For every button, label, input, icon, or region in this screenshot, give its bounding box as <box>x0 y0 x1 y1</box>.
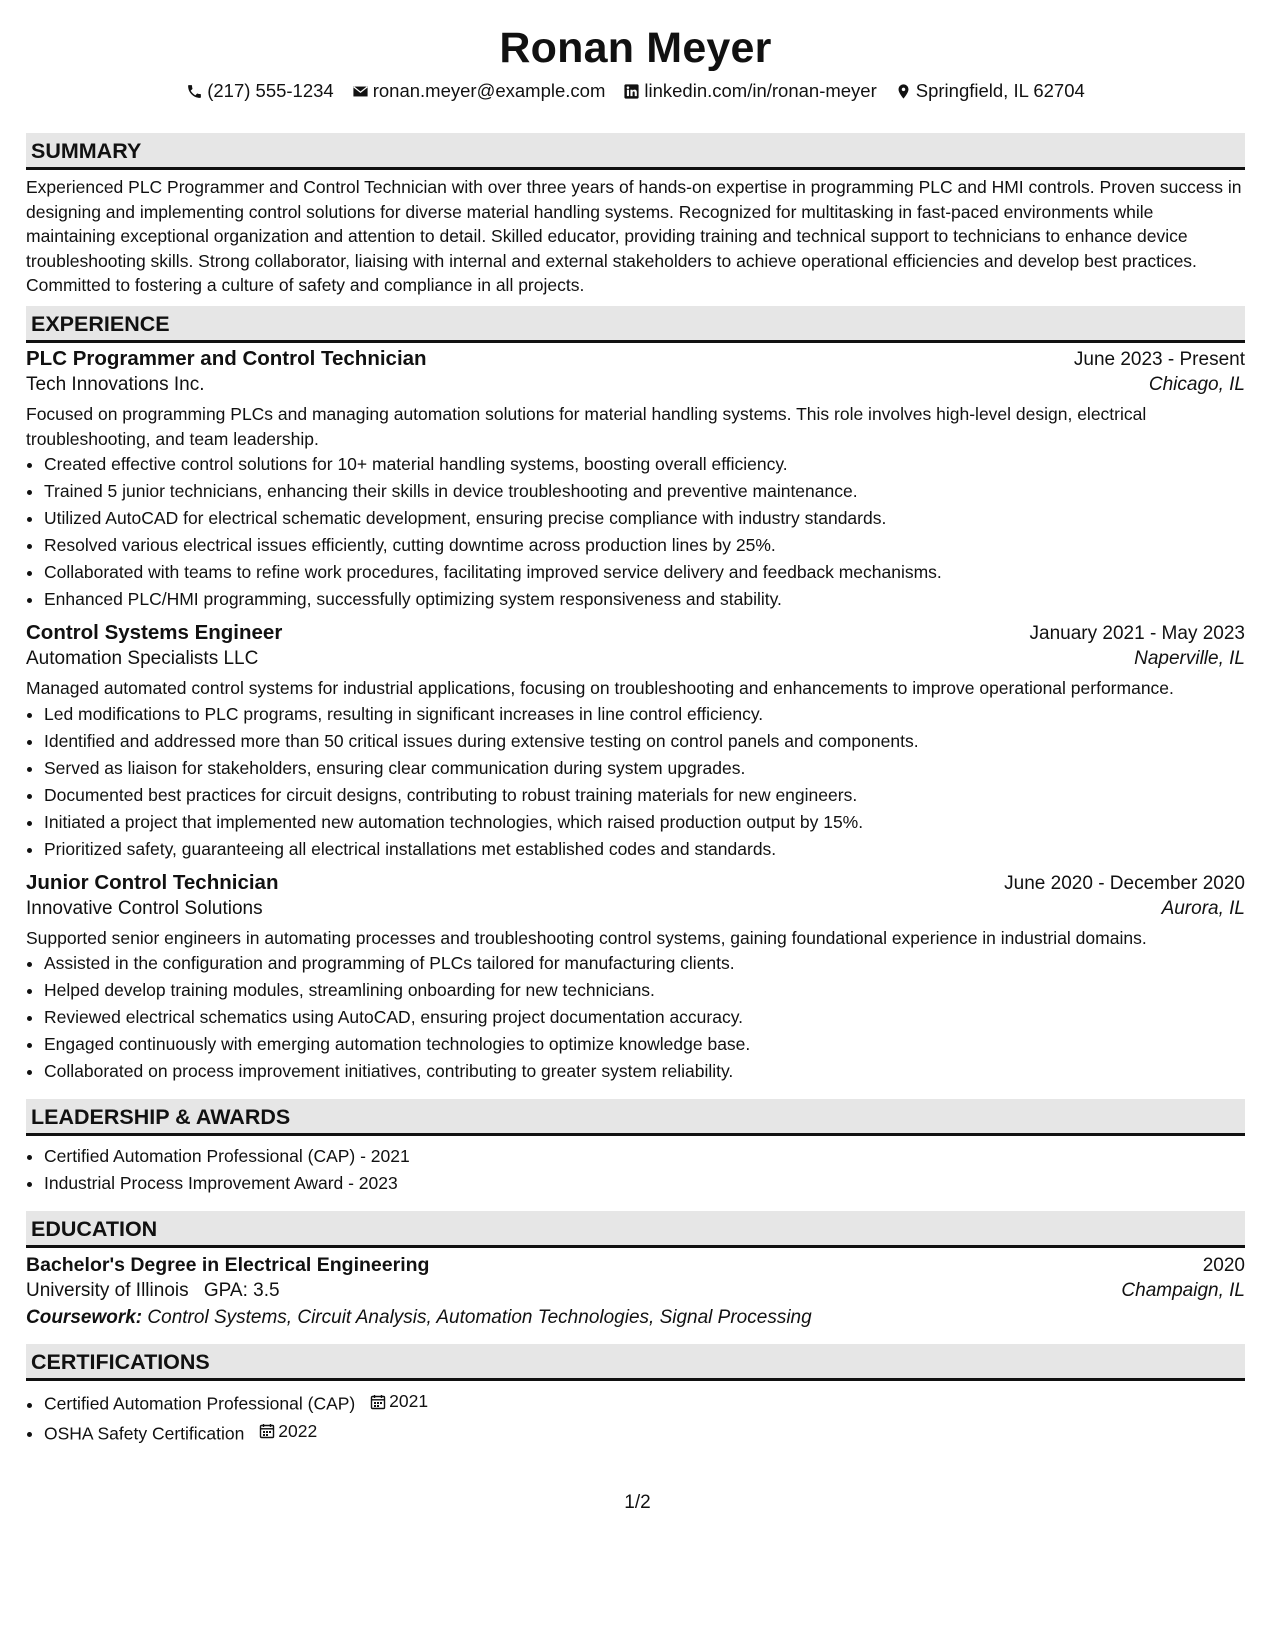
certification-date <box>370 1388 428 1415</box>
leadership-item: • Certified Automation Professional (CAP) - 2021 <box>44 1143 1245 1170</box>
job-company: Innovative Control Solutions <box>26 897 263 919</box>
contact-location <box>895 80 1085 102</box>
job-entry <box>26 871 1245 1086</box>
job-bullet: • Trained 5 junior technicians, enhancing their skills in device troubleshooting and preventive maintenance. <box>44 478 1245 505</box>
certification-name: OSHA Safety Certification <box>44 1423 245 1444</box>
summary-heading: SUMMARY <box>26 133 1245 170</box>
certifications-list <box>26 1388 1245 1447</box>
map-pin-icon <box>895 83 912 100</box>
calendar-icon <box>370 1394 386 1410</box>
job-bullet: • Engaged continuously with emerging automation technologies to optimize knowledge base. <box>44 1031 1245 1058</box>
job-bullet: • Helped develop training modules, streamlining onboarding for new technicians. <box>44 977 1245 1004</box>
job-description: Focused on programming PLCs and managing automation solutions for material handling systems. This role involves high-level design, electrical troubleshooting, and team leadership. <box>26 403 1147 449</box>
job-dates: June 2023 - Present <box>1073 348 1245 370</box>
experience-heading: EXPERIENCE <box>26 306 1245 343</box>
certifications-heading: CERTIFICATIONS <box>26 1344 1245 1381</box>
certification-name: Certified Automation Professional (CAP) <box>44 1393 356 1414</box>
job-title-row <box>26 621 1245 645</box>
contact-email[interactable] <box>352 80 606 102</box>
coursework-line <box>26 1307 1245 1329</box>
school-location: Champaign, IL <box>1121 1280 1245 1302</box>
certification-year: 2021 <box>389 1391 429 1412</box>
job-bullet: • Collaborated on process improvement initiatives, contributing to greater system reliability. <box>44 1058 1245 1085</box>
job-title: PLC Programmer and Control Technician <box>26 346 427 370</box>
coursework-label: Coursework: <box>26 1307 143 1329</box>
job-entry <box>26 347 1245 613</box>
contact-bar <box>26 78 1245 104</box>
school-info <box>26 1280 280 1302</box>
certification-date <box>259 1418 317 1445</box>
job-bullets <box>26 451 1245 613</box>
job-company-row <box>26 648 1245 670</box>
certification-item <box>44 1388 1245 1418</box>
school-row <box>26 1280 1245 1302</box>
degree-title: Bachelor's Degree in Electrical Engineering <box>26 1254 430 1277</box>
job-bullet: • Initiated a project that implemented new automation technologies, which raised production output by 15%. <box>44 809 1245 836</box>
graduation-year: 2020 <box>1202 1255 1245 1277</box>
job-description: Supported senior engineers in automating processes and troubleshooting control systems, gaining foundational experience in industrial domains. <box>26 927 1147 948</box>
contact-phone <box>186 80 334 102</box>
job-bullet: • Utilized AutoCAD for electrical schematic development, ensuring precise compliance with industry standards. <box>44 505 1245 532</box>
calendar-icon <box>259 1423 275 1439</box>
job-bullet: • Collaborated with teams to refine work procedures, facilitating improved service delivery and feedback mechanisms. <box>44 559 1245 586</box>
job-bullet: • Resolved various electrical issues efficiently, cutting downtime across production lines by 25%. <box>44 532 1245 559</box>
school-name: University of Illinois <box>26 1280 189 1302</box>
coursework-list: Control Systems, Circuit Analysis, Automation Technologies, Signal Processing <box>147 1307 812 1329</box>
job-bullet: • Led modifications to PLC programs, resulting in significant increases in line control efficiency. <box>44 701 1245 728</box>
job-entry <box>26 621 1245 863</box>
job-dates: January 2021 - May 2023 <box>1029 623 1245 645</box>
job-bullet: • Reviewed electrical schematics using AutoCAD, ensuring project documentation accuracy. <box>44 1004 1245 1031</box>
job-bullets <box>26 701 1245 863</box>
gpa: GPA: 3.5 <box>203 1280 280 1302</box>
job-title-row <box>26 871 1245 895</box>
education-entry <box>26 1254 1245 1329</box>
email-link[interactable]: ronan.meyer@example.com <box>372 80 606 101</box>
job-company: Tech Innovations Inc. <box>26 373 205 395</box>
education-heading: EDUCATION <box>26 1211 1245 1248</box>
job-bullet: • Enhanced PLC/HMI programming, successfully optimizing system responsiveness and stability. <box>44 586 1245 613</box>
degree-row <box>26 1254 1245 1277</box>
leadership-heading: LEADERSHIP & AWARDS <box>26 1099 1245 1136</box>
summary-text: Experienced PLC Programmer and Control Technician with over three years of hands-on expertise in programming PLC and HMI controls. Proven success in designing and implementing control solutions for diverse material handling systems. Recognized for multitasking in fast-paced environments while maintaining exceptional organization and attention to detail. Skilled educator, providing training and technical support to technicians to enhance device troubleshooting skills. Strong collaborator, liaising with internal and external stakeholders to achieve operational efficiencies and develop best practices. Committed to fostering a culture of safety and compliance in all projects. <box>26 177 1242 296</box>
job-bullet: • Assisted in the configuration and programming of PLCs tailored for manufacturing clients. <box>44 950 1245 977</box>
page-number: 1/2 <box>624 1492 651 1513</box>
job-dates: June 2020 - December 2020 <box>1004 872 1245 894</box>
job-title: Junior Control Technician <box>26 870 279 894</box>
job-bullets <box>26 950 1245 1085</box>
location-text: Springfield, IL 62704 <box>915 80 1085 101</box>
job-location: Naperville, IL <box>1134 648 1245 670</box>
phone-icon <box>186 83 203 100</box>
phone-text: (217) 555-1234 <box>207 80 334 101</box>
job-company-row <box>26 374 1245 396</box>
job-bullet: • Served as liaison for stakeholders, ensuring clear communication during system upgrades. <box>44 755 1245 782</box>
job-company: Automation Specialists LLC <box>26 648 259 670</box>
job-description: Managed automated control systems for industrial applications, focusing on troubleshooting and enhancements to improve operational performance. <box>26 678 1174 699</box>
envelope-icon <box>352 83 369 100</box>
leadership-item: • Industrial Process Improvement Award - 2023 <box>44 1170 1245 1197</box>
linkedin-link[interactable]: linkedin.com/in/ronan-meyer <box>644 80 877 101</box>
certification-item <box>44 1418 1245 1448</box>
job-bullet: • Documented best practices for circuit designs, contributing to robust training materials for new engineers. <box>44 782 1245 809</box>
job-title-row <box>26 347 1245 371</box>
job-bullet: • Created effective control solutions for 10+ material handling systems, boosting overall efficiency. <box>44 451 1245 478</box>
job-bullet: • Identified and addressed more than 50 critical issues during extensive testing on control panels and components. <box>44 728 1245 755</box>
job-location: Aurora, IL <box>1161 897 1245 919</box>
certification-year: 2022 <box>278 1420 318 1441</box>
job-bullet: • Prioritized safety, guaranteeing all electrical installations met established codes and standards. <box>44 836 1245 863</box>
candidate-name: Ronan Meyer <box>499 24 772 72</box>
job-location: Chicago, IL <box>1148 373 1245 395</box>
contact-linkedin[interactable] <box>623 80 876 102</box>
job-title: Control Systems Engineer <box>26 621 283 645</box>
leadership-list <box>26 1143 1245 1197</box>
job-company-row <box>26 898 1245 920</box>
linkedin-icon <box>623 83 640 100</box>
